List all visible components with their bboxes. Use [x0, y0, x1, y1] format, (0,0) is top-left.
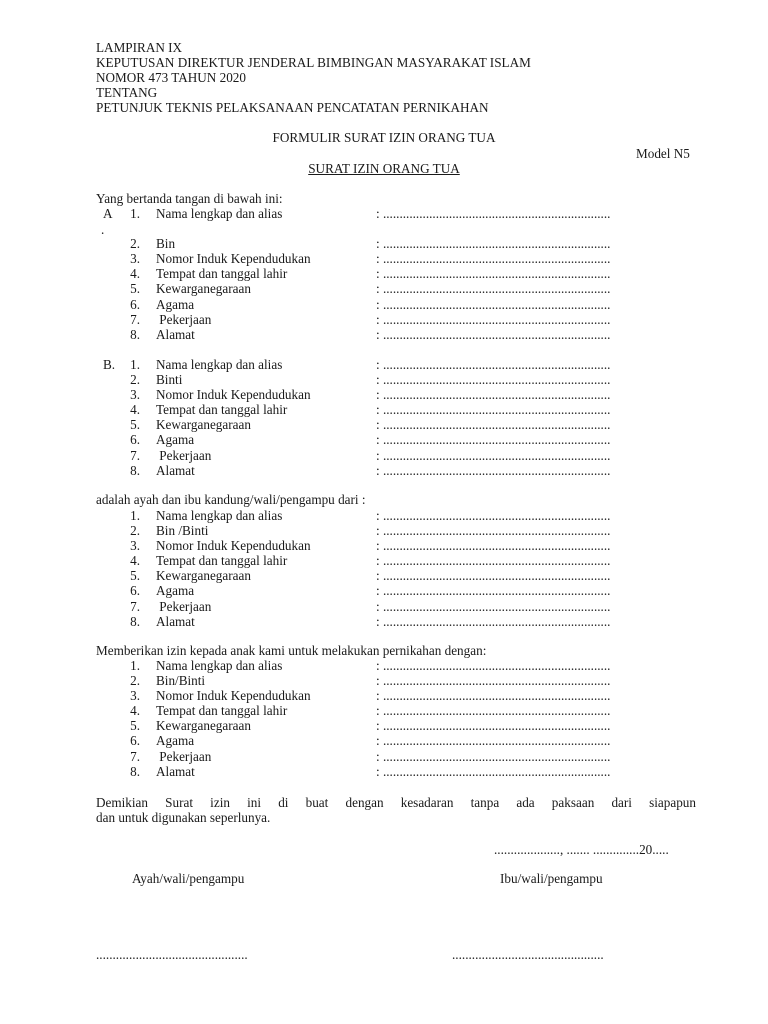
- row-label: Agama: [156, 296, 195, 312]
- signature-label-father: Ayah/wali/pengampu: [132, 871, 245, 886]
- row-label: Agama: [156, 733, 195, 749]
- signature-line-mother[interactable]: ..............................................: [452, 947, 604, 962]
- row-number: 8.: [130, 613, 140, 629]
- fill-in-field[interactable]: : .....................................................................: [376, 296, 611, 312]
- row-label: Tempat dan tanggal lahir: [156, 266, 288, 282]
- form-row: [0, 417, 768, 432]
- row-number: 2.: [130, 673, 140, 689]
- row-number: 3.: [130, 387, 140, 403]
- fill-in-field[interactable]: : .....................................................................: [376, 462, 611, 478]
- row-number: 5.: [130, 568, 140, 584]
- fill-in-field[interactable]: : .....................................................................: [376, 236, 611, 252]
- fill-in-field[interactable]: : .....................................................................: [376, 613, 611, 629]
- row-number: 1.: [130, 658, 140, 673]
- signature-label-mother: Ibu/wali/pengampu: [500, 871, 603, 886]
- row-label: Nama lengkap dan alias: [156, 206, 283, 221]
- form-row: [0, 568, 768, 583]
- row-label: Alamat: [156, 462, 195, 478]
- section-letter: A: [103, 206, 113, 221]
- fill-in-field[interactable]: : .....................................................................: [376, 598, 611, 614]
- row-label: Nama lengkap dan alias: [156, 357, 283, 372]
- row-number: 3.: [130, 538, 140, 554]
- fill-in-field[interactable]: : .....................................................................: [376, 372, 611, 388]
- row-number: 4.: [130, 266, 140, 282]
- intro-text: Yang bertanda tangan di bawah ini:: [96, 191, 283, 206]
- row-number: 7.: [130, 748, 140, 764]
- closing-line-1: Demikian Surat izin ini di buat dengan kesadaran tanpa ada paksaan dari siapapun: [96, 795, 696, 810]
- form-row: [0, 553, 768, 568]
- row-label: Tempat dan tanggal lahir: [156, 703, 288, 719]
- form-row: [0, 312, 768, 327]
- row-label: Binti: [156, 372, 183, 388]
- stray-period: .: [101, 222, 105, 237]
- row-label: Agama: [156, 432, 195, 448]
- form-row: [0, 327, 768, 342]
- row-label: Tempat dan tanggal lahir: [156, 402, 288, 418]
- form-row: [0, 281, 768, 296]
- form-row: [0, 251, 768, 266]
- form-row: [0, 688, 768, 703]
- row-label: Kewarganegaraan: [156, 417, 251, 433]
- row-number: 6.: [130, 296, 140, 312]
- place-date-field[interactable]: ...................., ....... ..............20.....: [494, 842, 669, 857]
- form-row: [0, 523, 768, 538]
- fill-in-field[interactable]: : .....................................................................: [376, 673, 611, 689]
- row-label: Alamat: [156, 763, 195, 779]
- section-a: [0, 206, 768, 342]
- header-line-keputusan: KEPUTUSAN DIREKTUR JENDERAL BIMBINGAN MASYARAKAT ISLAM: [96, 55, 531, 71]
- section-child: [0, 508, 768, 629]
- fill-in-field[interactable]: : .....................................................................: [376, 553, 611, 569]
- row-label: Pekerjaan: [156, 598, 212, 614]
- row-label: Nama lengkap dan alias: [156, 508, 283, 523]
- row-number: 2.: [130, 236, 140, 252]
- section-b: [0, 357, 768, 478]
- form-row: [0, 703, 768, 718]
- spacer-row: [0, 221, 768, 236]
- row-number: 6.: [130, 432, 140, 448]
- row-label: Alamat: [156, 326, 195, 342]
- row-number: 1.: [130, 206, 140, 221]
- row-label: Kewarganegaraan: [156, 568, 251, 584]
- row-label: Pekerjaan: [156, 311, 212, 327]
- fill-in-field[interactable]: : .....................................................................: [376, 568, 611, 584]
- form-row: [0, 448, 768, 463]
- row-number: 7.: [130, 598, 140, 614]
- header-line-petunjuk: PETUNJUK TEKNIS PELAKSANAAN PENCATATAN PERNIKAHAN: [96, 100, 489, 116]
- row-label: Alamat: [156, 613, 195, 629]
- row-number: 5.: [130, 718, 140, 734]
- fill-in-field[interactable]: : .....................................................................: [376, 523, 611, 539]
- row-label: Nomor Induk Kependudukan: [156, 387, 311, 403]
- fill-in-field[interactable]: : .....................................................................: [376, 311, 611, 327]
- form-row: [0, 599, 768, 614]
- row-number: 7.: [130, 311, 140, 327]
- fill-in-field[interactable]: : .....................................................................: [376, 251, 611, 267]
- row-number: 2.: [130, 372, 140, 388]
- row-number: 3.: [130, 251, 140, 267]
- child-intro-text: adalah ayah dan ibu kandung/wali/pengampu dari :: [96, 492, 366, 507]
- row-number: 4.: [130, 553, 140, 569]
- form-row: [0, 266, 768, 281]
- fill-in-field[interactable]: : .....................................................................: [376, 432, 611, 448]
- form-row: [0, 387, 768, 402]
- closing-line-2: dan untuk digunakan seperlunya.: [96, 810, 271, 826]
- form-row: [0, 402, 768, 417]
- fill-in-field[interactable]: : .....................................................................: [376, 658, 611, 673]
- fill-in-field[interactable]: : .....................................................................: [376, 266, 611, 282]
- fill-in-field[interactable]: : .....................................................................: [376, 748, 611, 764]
- row-number: 5.: [130, 281, 140, 297]
- form-row: [0, 583, 768, 598]
- form-row: [0, 508, 768, 523]
- fill-in-field[interactable]: : .....................................................................: [376, 583, 611, 599]
- row-label: Nama lengkap dan alias: [156, 658, 283, 673]
- row-label: Kewarganegaraan: [156, 281, 251, 297]
- form-row: [0, 372, 768, 387]
- document-title-text: SURAT IZIN ORANG TUA: [308, 161, 460, 176]
- row-label: Bin: [156, 236, 176, 252]
- fill-in-field[interactable]: : .....................................................................: [376, 447, 611, 463]
- fill-in-field[interactable]: : .....................................................................: [376, 281, 611, 297]
- row-label: Pekerjaan: [156, 447, 212, 463]
- header-line-tentang: TENTANG: [96, 85, 158, 101]
- row-label: Nomor Induk Kependudukan: [156, 688, 311, 704]
- row-label: Tempat dan tanggal lahir: [156, 553, 288, 569]
- fill-in-field[interactable]: : .....................................................................: [376, 417, 611, 433]
- row-label: Agama: [156, 583, 195, 599]
- form-title: FORMULIR SURAT IZIN ORANG TUA: [272, 130, 496, 145]
- spouse-intro-text: Memberikan izin kepada anak kami untuk melakukan pernikahan dengan:: [96, 643, 487, 658]
- form-row: [0, 764, 768, 779]
- header-line-lampiran: LAMPIRAN IX: [96, 40, 183, 55]
- closing-paragraph: [96, 795, 696, 825]
- fill-in-field[interactable]: : .....................................................................: [376, 718, 611, 734]
- row-number: 1.: [130, 508, 140, 523]
- fill-in-field[interactable]: : .....................................................................: [376, 508, 611, 523]
- row-number: 4.: [130, 402, 140, 418]
- row-number: 7.: [130, 447, 140, 463]
- form-row: [0, 733, 768, 748]
- form-row: [0, 357, 768, 372]
- row-number: 8.: [130, 462, 140, 478]
- row-number: 5.: [130, 417, 140, 433]
- fill-in-field[interactable]: : .....................................................................: [376, 357, 611, 372]
- fill-in-field[interactable]: : .....................................................................: [376, 703, 611, 719]
- fill-in-field[interactable]: : .....................................................................: [376, 387, 611, 403]
- row-number: 2.: [130, 523, 140, 539]
- fill-in-field[interactable]: : .....................................................................: [376, 538, 611, 554]
- row-label: Nomor Induk Kependudukan: [156, 538, 311, 554]
- signature-line-father[interactable]: ..............................................: [96, 947, 248, 962]
- form-row: [0, 749, 768, 764]
- row-number: 6.: [130, 583, 140, 599]
- form-row: [0, 206, 768, 221]
- form-row: [0, 658, 768, 673]
- row-number: 8.: [130, 326, 140, 342]
- fill-in-field[interactable]: : .....................................................................: [376, 688, 611, 704]
- form-row: [0, 718, 768, 733]
- document-title: [0, 161, 768, 176]
- section-letter: B.: [103, 357, 116, 372]
- section-spouse: [0, 658, 768, 779]
- fill-in-field[interactable]: : .....................................................................: [376, 733, 611, 749]
- row-number: 8.: [130, 763, 140, 779]
- row-label: Kewarganegaraan: [156, 718, 251, 734]
- fill-in-field[interactable]: : .....................................................................: [376, 326, 611, 342]
- form-row: [0, 463, 768, 478]
- form-row: [0, 432, 768, 447]
- form-row: [0, 297, 768, 312]
- fill-in-field[interactable]: : .....................................................................: [376, 763, 611, 779]
- fill-in-field[interactable]: : .....................................................................: [376, 402, 611, 418]
- row-label: Pekerjaan: [156, 748, 212, 764]
- form-row: [0, 236, 768, 251]
- header-line-nomor: NOMOR 473 TAHUN 2020: [96, 70, 246, 86]
- row-label: Nomor Induk Kependudukan: [156, 251, 311, 267]
- form-row: [0, 614, 768, 629]
- row-number: 4.: [130, 703, 140, 719]
- model-label: Model N5: [636, 146, 690, 161]
- form-row: [0, 538, 768, 553]
- row-label: Bin /Binti: [156, 523, 209, 539]
- form-row: [0, 673, 768, 688]
- row-number: 6.: [130, 733, 140, 749]
- row-number: 1.: [130, 357, 140, 372]
- row-number: 3.: [130, 688, 140, 704]
- fill-in-field[interactable]: : .....................................................................: [376, 206, 611, 221]
- row-label: Bin/Binti: [156, 673, 206, 689]
- document-header: [96, 40, 531, 115]
